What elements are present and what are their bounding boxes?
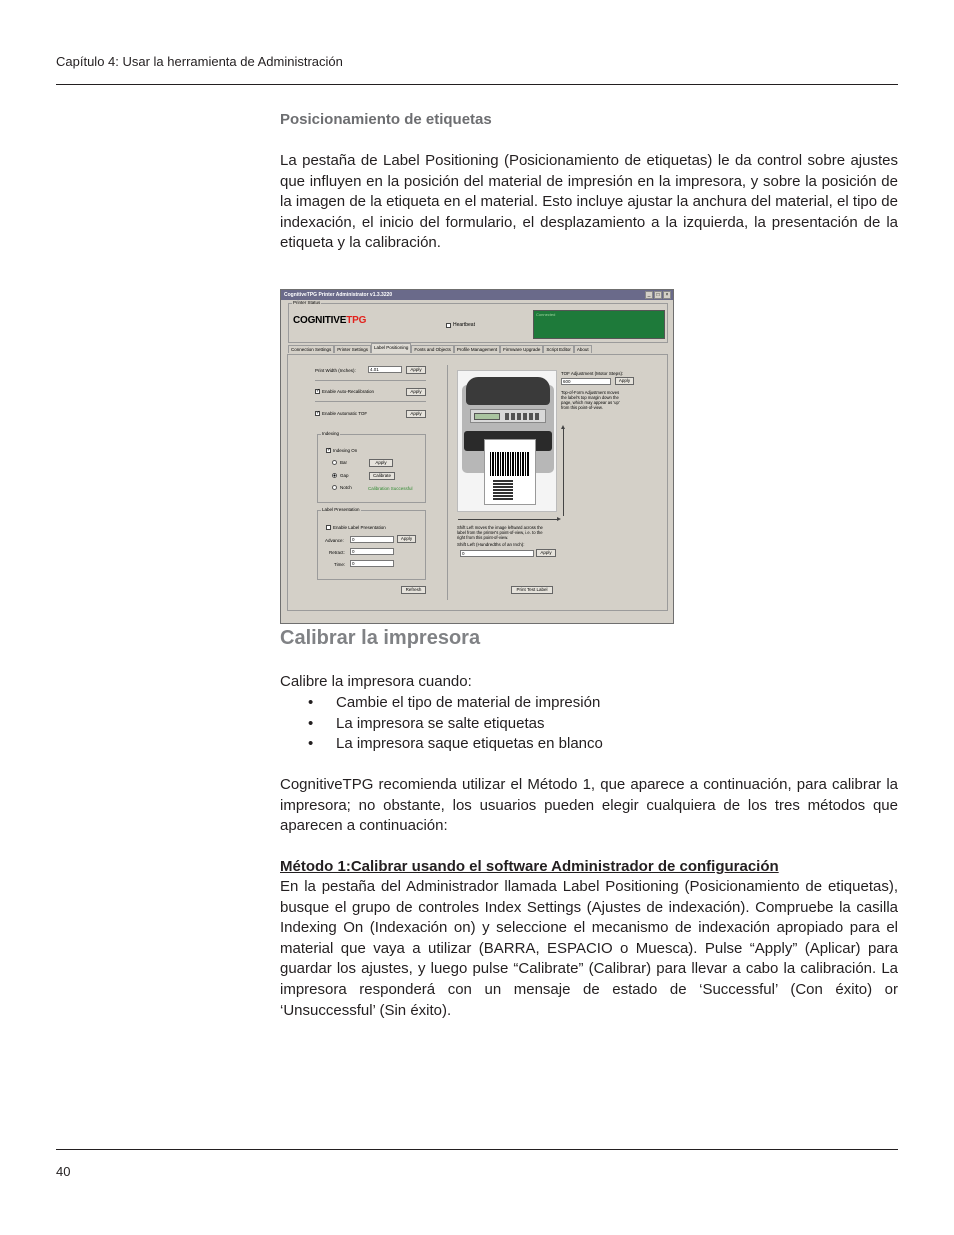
cognitivetpg-logo: COGNITIVETPG (293, 315, 367, 326)
printer-administrator-screenshot (280, 289, 674, 624)
retract-input[interactable]: 0 (350, 548, 394, 555)
tof-adjustment-label: TOF Adjustment (Motor Steps): (561, 371, 624, 376)
calibrate-bullet-list (280, 693, 898, 755)
label-presentation-checkbox[interactable] (326, 525, 386, 530)
notch-label: Notch (340, 485, 352, 490)
calibration-status-text: Calibration Successful (368, 486, 413, 491)
print-width-label: Print Width (Inches): (315, 368, 356, 373)
automatic-tof-box[interactable]: ✓ (316, 410, 321, 416)
tab-label-positioning[interactable]: Label Positioning (371, 343, 411, 353)
tab-bar (288, 345, 592, 353)
automatic-tof-label: Enable Automatic TOF (322, 411, 368, 416)
indexing-apply-button[interactable]: Apply (369, 459, 393, 467)
tab-firmware-upgrade[interactable]: Firmware Upgrade (500, 345, 543, 353)
gap-radio-button[interactable] (332, 473, 337, 478)
print-width-apply-button[interactable]: Apply (406, 366, 426, 374)
refresh-button[interactable]: Refresh (401, 586, 426, 594)
heartbeat-checkbox[interactable] (446, 322, 475, 328)
list-item: • La impresora saque etiquetas en blanco (280, 734, 898, 755)
tab-profile-management[interactable]: Profile Management (454, 345, 500, 353)
shift-note-line: Shift Left moves the image leftward across the (457, 525, 543, 530)
time-input[interactable]: 0 (350, 560, 394, 567)
shift-note-line: label from the printer's point-of-view, i.e. to the (457, 530, 543, 535)
list-item: • La impresora se salte etiquetas (280, 714, 898, 735)
indexing-group (317, 431, 426, 503)
tof-note-line: the label's top margin down the (561, 395, 619, 400)
divider (315, 401, 426, 402)
label-presentation-legend: Label Presentation (322, 507, 360, 512)
shift-left-label: Shift Left (Hundredths of an Inch): (457, 542, 525, 547)
heartbeat-label: Heartbeat (453, 322, 475, 328)
recommendation-paragraph: CognitiveTPG recomienda utilizar el Método 1, que aparece a continuación, para calibrar la impresora; no obstante, los usuarios pueden elegir cualquiera de los tres métodos que aparecen a continuación: (280, 776, 898, 835)
shift-left-apply-button[interactable]: Apply (536, 549, 556, 557)
shift-arrow (458, 519, 558, 520)
calibrate-intro: Calibre la impresora cuando: (280, 673, 472, 690)
automatic-tof-checkbox[interactable] (315, 411, 367, 416)
tof-note-line: page, which may appear as 'up' (561, 400, 620, 405)
gap-radio[interactable] (332, 473, 349, 478)
divider (315, 380, 426, 381)
connection-status-box (533, 310, 665, 339)
section-title-calibrate: Calibrar la impresora (280, 627, 481, 649)
chapter-header: Capítulo 4: Usar la herramienta de Administración (56, 54, 343, 69)
label-presentation-group (317, 507, 426, 580)
indexing-legend: Indexing (322, 431, 340, 436)
tab-connection-settings[interactable]: Connection Settings (288, 345, 334, 353)
tab-fonts-and-objects[interactable]: Fonts and Objects (411, 345, 454, 353)
time-label: Time: (334, 562, 346, 567)
printer-status-legend: Printer Status (293, 300, 321, 305)
calibrate-button[interactable]: Calibrate (369, 472, 395, 480)
printer-status-group (288, 300, 668, 343)
printer-photo (457, 370, 557, 512)
tab-script-editor[interactable]: Script Editor (543, 345, 574, 353)
automatic-tof-apply-button[interactable]: Apply (406, 410, 426, 418)
tab-about[interactable]: About (574, 345, 592, 353)
notch-radio[interactable] (332, 485, 352, 490)
indexing-on-label: Indexing On (333, 448, 358, 453)
window-titlebar (281, 290, 673, 300)
window-title: CognitiveTPG Printer Administrator v1.3.3220 (284, 292, 393, 298)
tab-printer-settings[interactable]: Printer Settings (334, 345, 371, 353)
bar-radio-button[interactable] (332, 460, 337, 465)
label-positioning-panel (287, 354, 668, 611)
tof-apply-button[interactable]: Apply (615, 377, 634, 385)
label-presentation-apply-button[interactable]: Apply (397, 535, 416, 543)
indexing-on-checkbox[interactable] (326, 448, 357, 453)
notch-radio-button[interactable] (332, 485, 337, 490)
auto-recalibration-apply-button[interactable]: Apply (406, 388, 426, 396)
tof-note-line: Top-of-Form Adjustment moves (561, 390, 620, 395)
advance-label: Advance: (325, 538, 344, 543)
indexing-on-box[interactable]: ✓ (327, 447, 332, 453)
method-1-paragraph: En la pestaña del Administrador llamada Label Positioning (Posicionamiento de etiquetas), busque el grupo de controles Index Settings (Ajustes de indexación). Compruebe la casilla Indexing On (Indexación on) y seleccione el mecanismo de indexación apropiado para el material que vaya a utilizar (BARRA, ESPACIO o Muesca). Pulse “Apply” (Aplicar) para guardar los ajustes, y luego pulse “Calibrate” (Calibrar) para llevar a cabo la calibración. La impresora responderá con un mensaje de estado de ‘Successful’ (Con éxito) or ‘Unsuccessful’ (Sin éxito). (280, 878, 898, 1019)
page-number: 40 (56, 1164, 71, 1179)
shift-left-input[interactable]: 0 (460, 550, 534, 557)
footer-rule (56, 1149, 898, 1150)
close-button[interactable]: × (663, 291, 671, 299)
connected-text: Connected (536, 312, 556, 317)
auto-recalibration-checkbox[interactable] (315, 389, 374, 394)
gap-label: Gap (340, 473, 349, 478)
label-positioning-paragraph: La pestaña de Label Positioning (Posicionamiento de etiquetas) le da control sobre ajustes que influyen en la posición del material de impresión en la impresora, y sobre la posición de la imagen de la etiqueta en el material. Esto incluye ajustar la anchura del material, el tipo de indexación, el inicio del formulario, el desplazamiento a la izquierda, la presentación de la etiqueta y la calibración. (280, 152, 898, 252)
shift-note-line: right from this point-of-view. (457, 535, 509, 540)
advance-input[interactable]: 0 (350, 536, 394, 543)
auto-recalibration-box[interactable]: ✓ (316, 388, 321, 394)
label-presentation-box[interactable] (326, 525, 331, 530)
auto-recalibration-label: Enable Auto-Recalibration (322, 389, 375, 394)
tof-note-line: from this point-of-view. (561, 405, 603, 410)
print-width-input[interactable]: 4.01 (368, 366, 402, 373)
minimize-button[interactable]: _ (645, 291, 653, 299)
retract-label: Retract: (329, 550, 345, 555)
tof-adjustment-input[interactable]: 600 (561, 378, 611, 385)
list-item: • Cambie el tipo de material de impresión (280, 693, 898, 714)
bar-label: Bar (340, 460, 348, 465)
section-title-label-positioning: Posicionamiento de etiquetas (280, 111, 492, 128)
label-presentation-label: Enable Label Presentation (333, 525, 386, 530)
bar-radio[interactable] (332, 460, 347, 465)
maximize-button[interactable]: □ (654, 291, 662, 299)
tof-arrow (563, 428, 564, 516)
heartbeat-checkbox-box[interactable] (446, 323, 451, 328)
print-test-label-button[interactable]: Print Test Label (511, 586, 553, 594)
header-rule (56, 84, 898, 85)
method-1-title: Método 1:Calibrar usando el software Administrador de configuración (280, 858, 779, 875)
column-divider (447, 365, 448, 600)
